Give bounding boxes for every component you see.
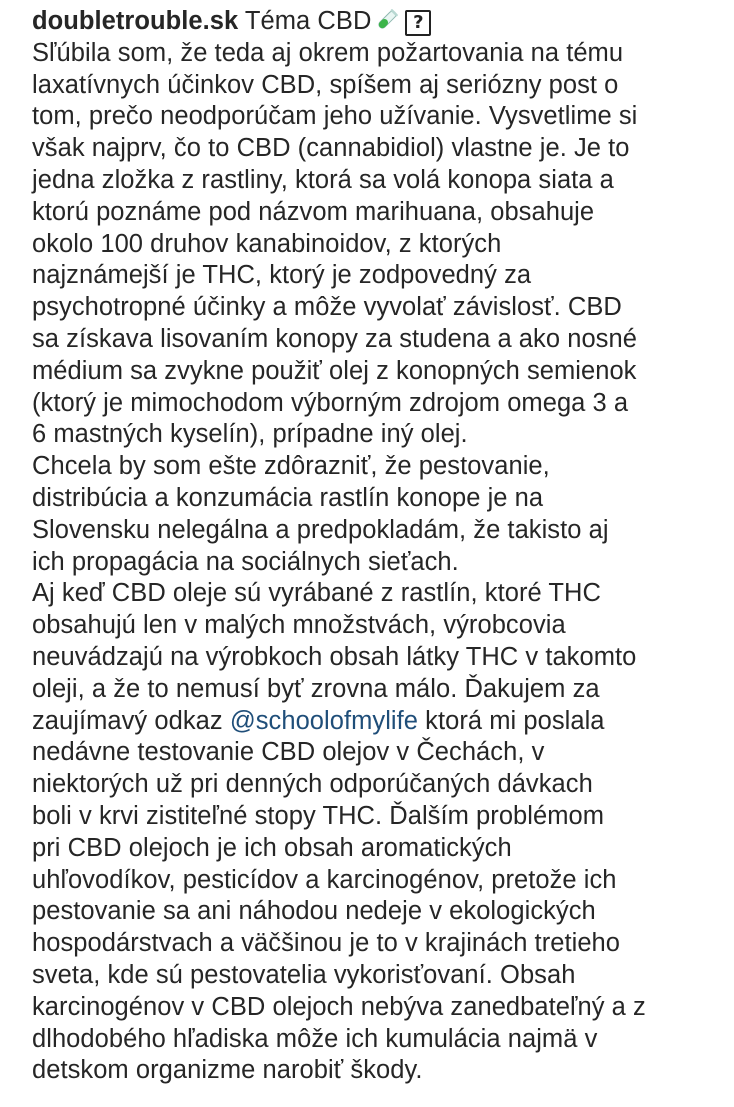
- caption-text: pestovanie sa ani náhodou nedeje v ekologických: [32, 897, 596, 926]
- caption-text: však najprv, čo to CBD (cannabidiol) vlastne je. Je to: [32, 134, 630, 163]
- caption-line: [32, 896, 732, 928]
- caption-line: [32, 419, 732, 451]
- caption-text: karcinogénov v CBD olejoch nebýva zanedbateľný a z: [32, 992, 646, 1021]
- caption-text: psychotropné účinky a môže vyvolať závislosť. CBD: [32, 293, 622, 322]
- caption-line: [32, 1024, 732, 1056]
- caption-text: najznámejší je THC, ktorý je zodpovedný za: [32, 261, 532, 290]
- caption-text: zaujímavý odkaz: [32, 706, 230, 735]
- caption-text: okolo 100 druhov kanabinoidov, z ktorých: [32, 229, 502, 258]
- caption-line: [32, 70, 732, 102]
- caption-line: [32, 292, 732, 324]
- caption-line: [32, 737, 732, 769]
- caption-text: obsahujú len v malých množstvách, výrobcovia: [32, 611, 566, 640]
- caption-text: ich propagácia na sociálnych sieťach.: [32, 547, 459, 576]
- caption-text: Slovensku nelegálna a predpokladám, že takisto aj: [32, 515, 609, 544]
- caption-line: [32, 960, 732, 992]
- caption-text: Aj keď CBD oleje sú vyrábané z rastlín, ktoré THC: [32, 579, 601, 608]
- caption-text: boli v krvi zistiteľné stopy THC. Ďalším problémom: [32, 801, 605, 830]
- caption-line: [32, 610, 732, 642]
- caption-line: [32, 229, 732, 261]
- caption-text: dlhodobého hľadiska môže ich kumulácia najmä v: [32, 1024, 598, 1053]
- question-box-icon: ?: [405, 10, 431, 36]
- caption-text: detskom organizme narobiť škody.: [32, 1056, 423, 1085]
- post-title-text: Téma CBD: [238, 7, 372, 35]
- caption-text: médium sa zvykne použiť olej z konopných semienok: [32, 356, 637, 385]
- caption-line: [32, 324, 732, 356]
- caption-line: [32, 515, 732, 547]
- caption-line: [32, 133, 732, 165]
- caption-line: [32, 706, 732, 738]
- caption-line: [32, 483, 732, 515]
- caption-text: jedna zložka z rastliny, ktorá sa volá konopa siata a: [32, 165, 614, 194]
- caption-text: Sľúbila som, že teda aj okrem požartovania na tému: [32, 38, 624, 67]
- caption-line: [32, 769, 732, 801]
- caption-text: uhľovodíkov, pesticídov a karcinogénov, pretože ich: [32, 865, 617, 894]
- caption-line: [32, 642, 732, 674]
- caption-text: neuvádzajú na výrobkoch obsah látky THC v takomto: [32, 642, 637, 671]
- caption-line: [32, 992, 732, 1024]
- caption-text: oleji, a že to nemusí byť zrovna málo. Ďakujem za: [32, 674, 600, 703]
- caption-line: [32, 833, 732, 865]
- caption-line: [32, 260, 732, 292]
- caption-text: ktorú poznáme pod názvom marihuana, obsahuje: [32, 197, 595, 226]
- caption-text: ktorá mi poslala: [418, 706, 605, 735]
- caption-line: [32, 165, 732, 197]
- caption-line: [32, 388, 732, 420]
- caption-line: [32, 38, 732, 70]
- caption-text: laxatívnych účinkov CBD, spíšem aj seriózny post o: [32, 70, 619, 99]
- caption-text: niektorých už pri denných odporúčaných dávkach: [32, 770, 593, 799]
- caption-line: [32, 801, 732, 833]
- caption-text: 6 mastných kyselín), prípadne iný olej.: [32, 420, 468, 449]
- caption-line: [32, 451, 732, 483]
- caption-line: [32, 101, 732, 133]
- caption-line: [32, 674, 732, 706]
- caption-text: pri CBD olejoch je ich obsah aromatických: [32, 833, 512, 862]
- mention-link[interactable]: @schoolofmylife: [229, 706, 419, 735]
- caption-line: [32, 197, 732, 229]
- caption-text: distribúcia a konzumácia rastlín konope je na: [32, 483, 544, 512]
- caption-text: (ktorý je mimochodom výborným zdrojom omega 3 a: [32, 388, 629, 417]
- caption-line: [32, 578, 732, 610]
- caption-line: [32, 865, 732, 897]
- caption-text: nedávne testovanie CBD olejov v Čechách, v: [32, 738, 545, 767]
- caption-text: tom, prečo neodporúčam jeho užívanie. Vysvetlime si: [32, 102, 638, 131]
- caption-line: [32, 547, 732, 579]
- caption-body: [32, 38, 732, 1087]
- caption-text: sa získava lisovaním konopy za studena a ako nosné: [32, 324, 637, 353]
- caption-line: [32, 356, 732, 388]
- caption-text: hospodárstvach a väčšinou je to v krajinách tretieho: [32, 929, 621, 958]
- caption-line: [32, 1055, 732, 1087]
- caption-line: [32, 928, 732, 960]
- caption-header-line: [32, 6, 732, 38]
- caption-text: sveta, kde sú pestovatelia vykorisťovaní. Obsah: [32, 960, 576, 989]
- caption-text: Chcela by som ešte zdôrazniť, že pestovanie,: [32, 452, 550, 481]
- test-tube-icon: [375, 8, 399, 32]
- post-caption: [32, 6, 732, 1087]
- username-link[interactable]: doubletrouble.sk: [32, 7, 239, 35]
